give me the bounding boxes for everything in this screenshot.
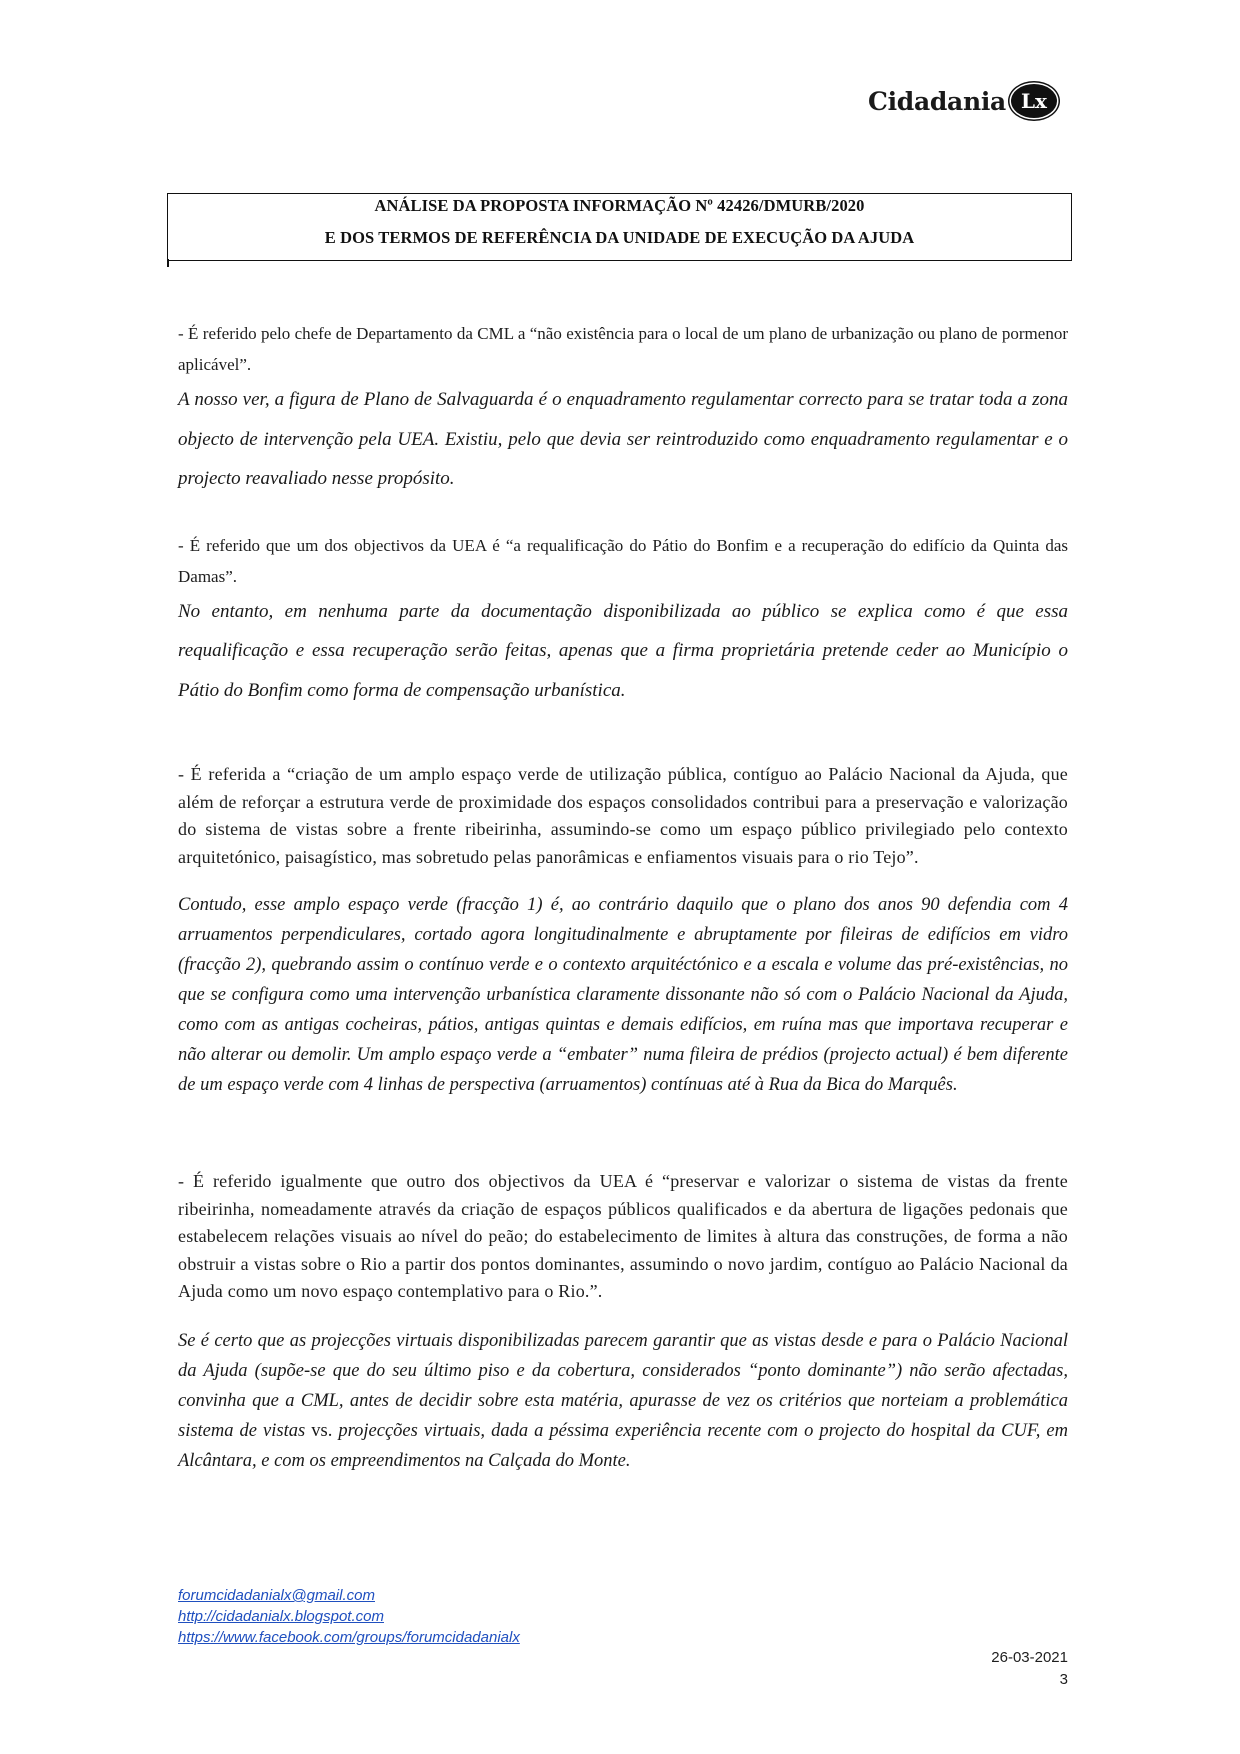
blog-link[interactable]: http://cidadanialx.blogspot.com	[178, 1608, 384, 1625]
email-link[interactable]: forumcidadanialx@gmail.com	[178, 1587, 375, 1604]
document-title-box	[167, 193, 1072, 261]
comment-paragraph-1: A nosso ver, a figura de Plano de Salvaguarda é o enquadramento regulamentar correcto para se tratar toda a zona objecto de intervenção pela UEA. Existiu, pelo que devia ser reintroduzido como enquadramento regulamentar e o projecto reavaliado nesse propósito.	[178, 389, 1068, 489]
logo-wordmark: Cidadania	[868, 86, 1006, 116]
quote-paragraph-4: - É referido igualmente que outro dos objectivos da UEA é “preservar e valorizar o sistema de vistas da frente ribeirinha, nomeadamente através da criação de espaços públicos qualificados e da abertura de ligações pedonais que estabelecem relações visuais ao nível do peão; do estabelecimento de limites à altura das construções, de forma a não obstruir a vistas sobre o Rio a partir dos pontos dominantes, assumindo o novo jardim, contíguo ao Palácio Nacional da Ajuda como um novo espaço contemplativo para o Rio.”.	[178, 1171, 1068, 1301]
cidadania-lx-logo	[868, 80, 1057, 122]
facebook-group-link[interactable]: https://www.facebook.com/groups/forumcidadanialx	[178, 1629, 520, 1646]
footer-links	[178, 1585, 520, 1648]
title-line-2: E DOS TERMOS DE REFERÊNCIA DA UNIDADE DE EXECUÇÃO DA AJUDA	[324, 228, 915, 247]
footer-meta	[991, 1647, 1068, 1691]
title-box-corner-mark	[167, 259, 169, 267]
comment-paragraph-2: No entanto, em nenhuma parte da documentação disponibilizada ao público se explica como é que essa requalificação e essa recuperação serão feitas, apenas que a firma proprietária pretende ceder ao Município o Pátio do Bonfim como forma de compensação urbanística.	[178, 600, 1068, 701]
page-number: 3	[1059, 1671, 1068, 1688]
quote-paragraph-1: - É referido pelo chefe de Departamento da CML a “não existência para o local de um plano de urbanização ou plano de pormenor aplicável”.	[178, 324, 1068, 374]
comment-paragraph-4-versus: vs.	[311, 1420, 333, 1441]
comment-paragraph-4-part-1: Se é certo que as projecções virtuais disponibilizadas parecem garantir que as vistas desde e para o Palácio Nacional da Ajuda (supõe-se que do seu último piso e da cobertura, considerados “ponto dominante”) não serão afectadas, convinha que a CML, antes de decidir sobre esta matéria, apurasse de vez os critérios que norteiam a problemática sistema de vistas	[178, 1330, 1068, 1441]
quote-paragraph-3: - É referida a “criação de um amplo espaço verde de utilização pública, contíguo ao Palácio Nacional da Ajuda, que além de reforçar a estrutura verde de proximidade dos espaços consolidados contribui para a preservação e valorização do sistema de vistas sobre a frente ribeirinha, assumindo-se como um espaço público privilegiado pelo contexto arquitetónico, paisagístico, mas sobretudo pelas panorâmicas e enfiamentos visuais para o rio Tejo”.	[178, 764, 1068, 867]
document-title	[168, 190, 1071, 254]
title-line-1: ANÁLISE DA PROPOSTA INFORMAÇÃO Nº 42426/DMURB/2020	[374, 196, 865, 215]
quote-paragraph-2: - É referido que um dos objectivos da UEA é “a requalificação do Pátio do Bonfim e a recuperação do edifício da Quinta das Damas”.	[178, 535, 1068, 586]
comment-paragraph-4-part-2: projecções virtuais, dada a péssima experiência recente com o projecto do hospital da CUF, em Alcântara, e com os empreendimentos na Calçada do Monte.	[178, 1420, 1068, 1471]
comment-paragraph-3: Contudo, esse amplo espaço verde (fracção 1) é, ao contrário daquilo que o plano dos anos 90 defendia com 4 arruamentos perpendiculares, cortado agora longitudinalmente e abruptamente por fileiras de edifícios em vidro (fracção 2), quebrando assim o contínuo verde e o contexto arquitéctónico e a escala e volume das pré-existências, no que se configura como uma intervenção urbanística claramente dissonante não só com o Palácio Nacional da Ajuda, como com as antigas cocheiras, pátios, antigas quintas e demais edifícios, em ruína mas que importava recuperar e não alterar ou demolir. Um amplo espaço verde a “embater” numa fileira de prédios (projecto actual) é bem diferente de um espaço verde com 4 linhas de perspectiva (arruamentos) contínuas até à Rua da Bica do Marquês.	[178, 895, 1068, 1095]
document-body	[178, 318, 1068, 1476]
logo-badge: Lx	[1011, 84, 1057, 118]
comment-paragraph-4	[178, 1326, 1068, 1476]
document-date: 26-03-2021	[991, 1649, 1068, 1666]
